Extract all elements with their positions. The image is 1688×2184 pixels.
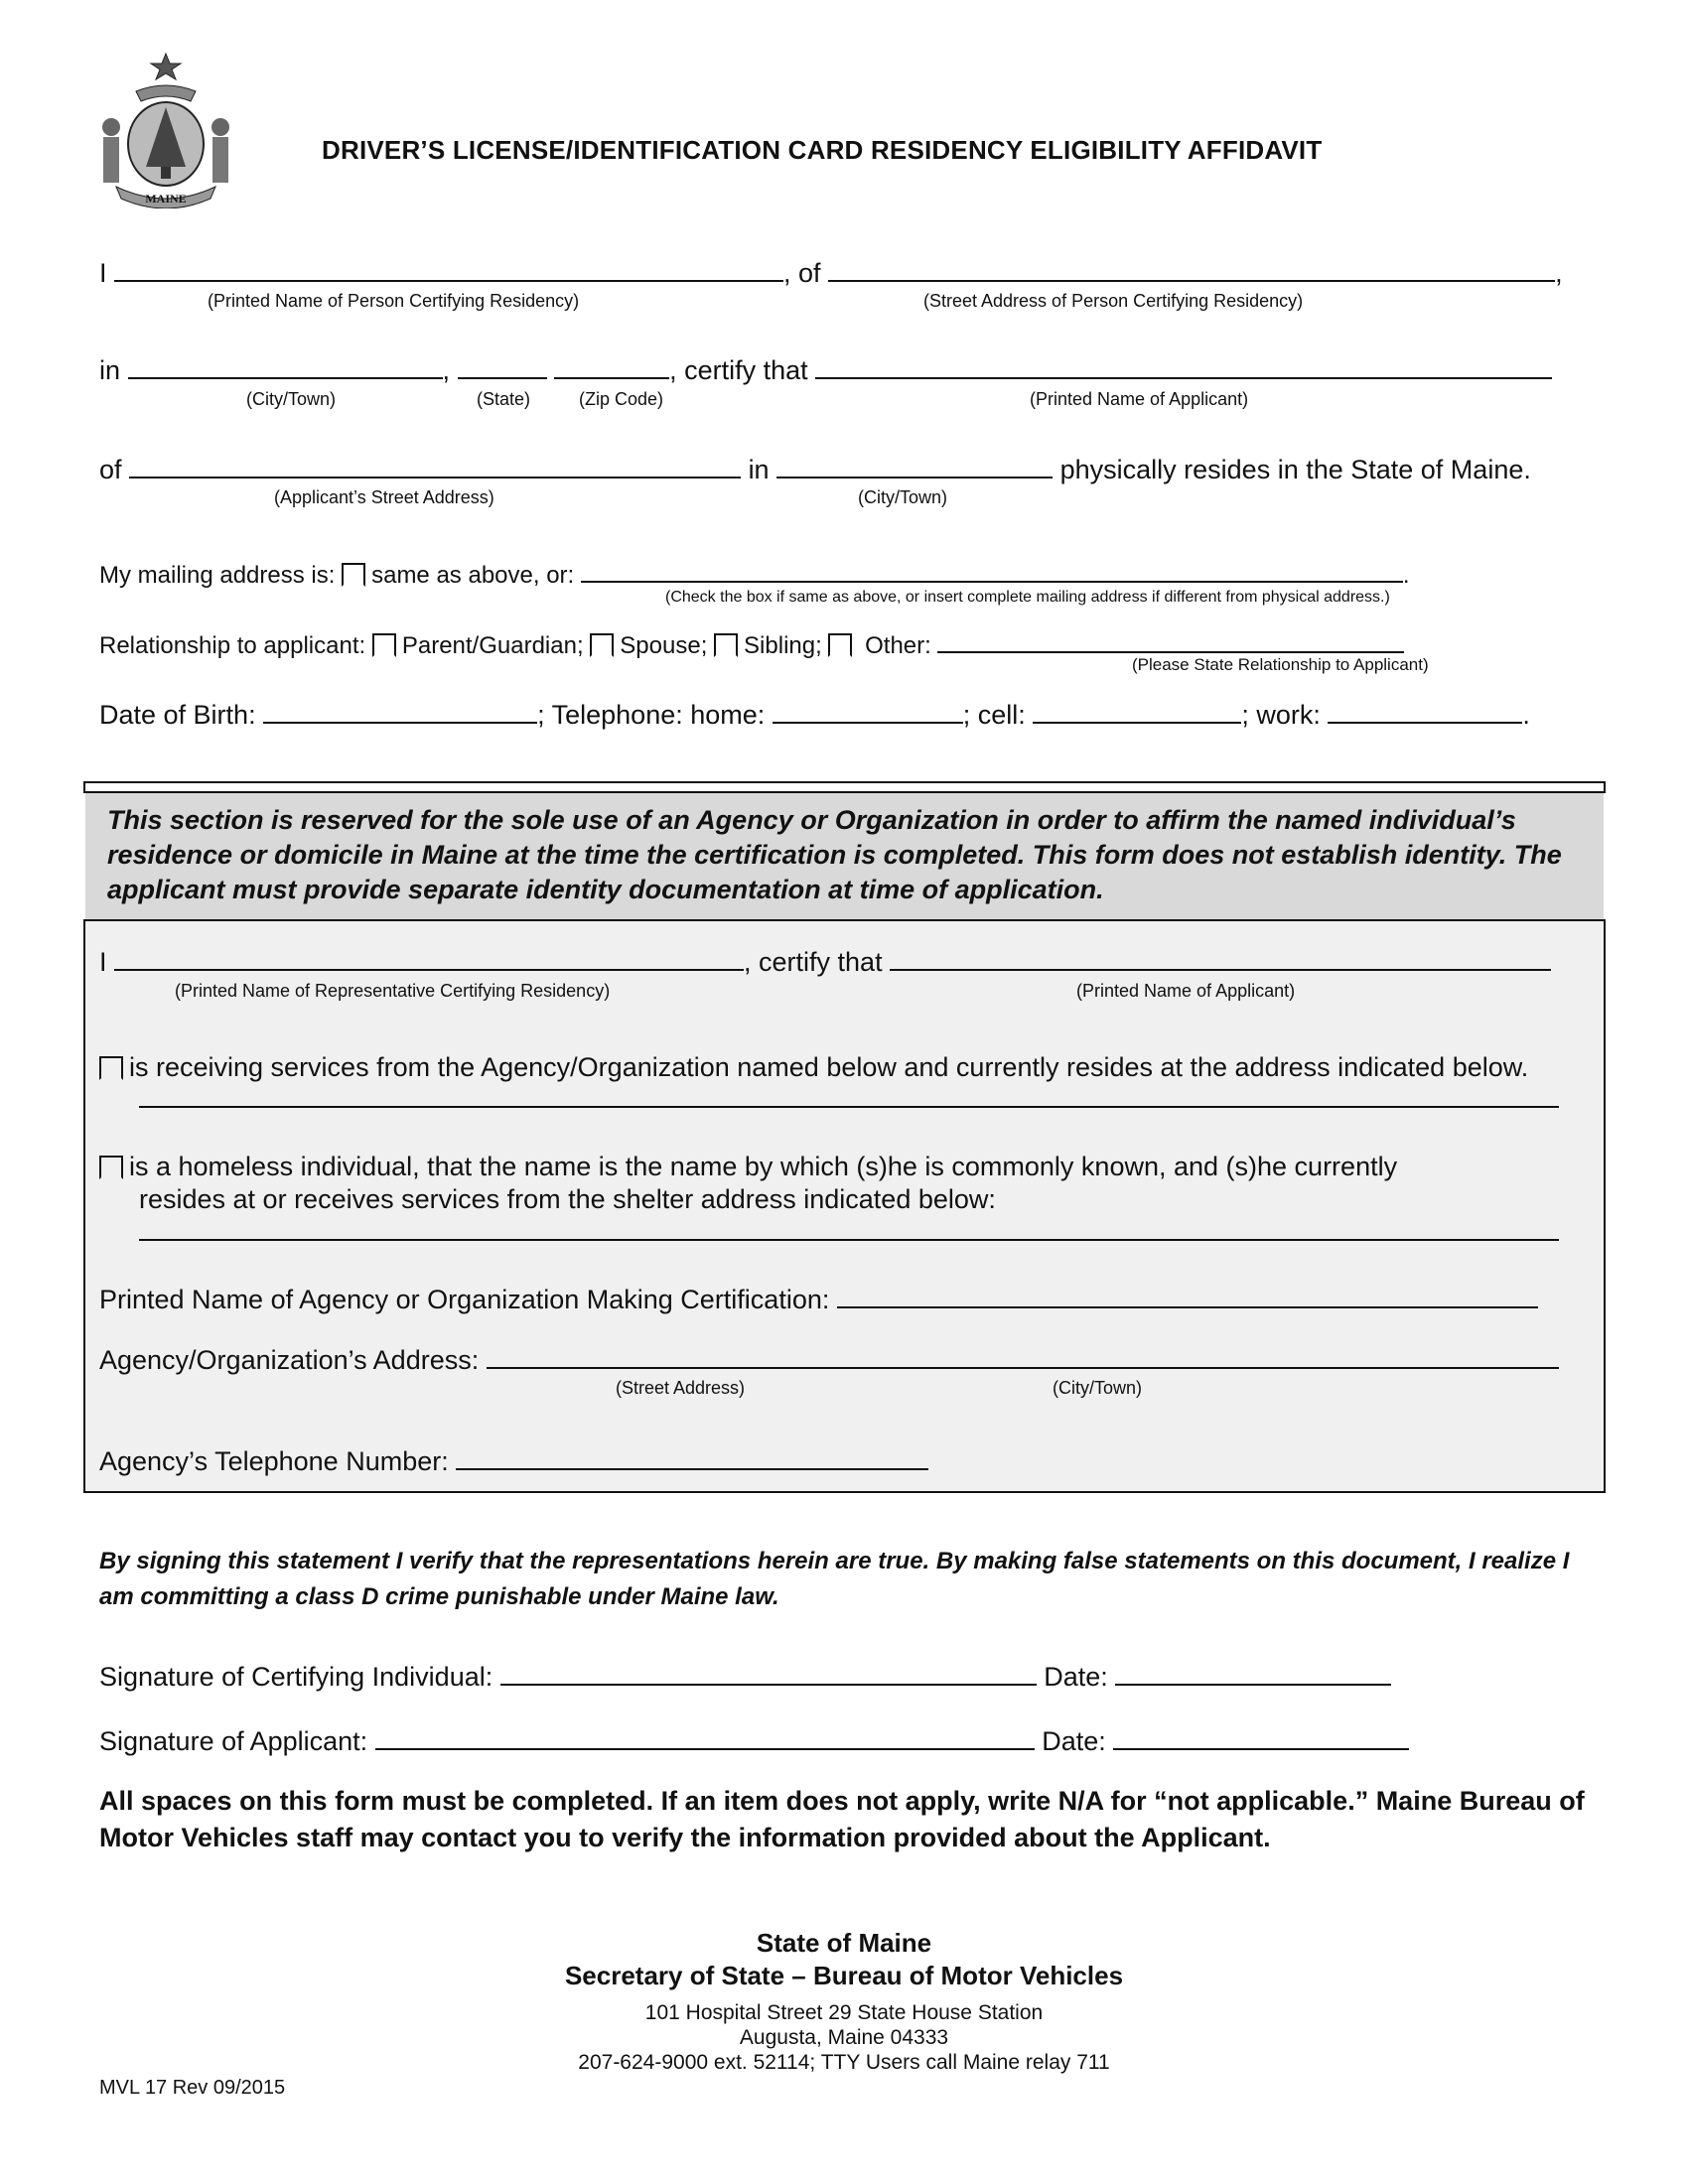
- option-receiving-services: is receiving services from the Agency/Organization named below and currently resides at the address indicated below.: [99, 1052, 1528, 1083]
- footer-address-2: Augusta, Maine 04333: [739, 2026, 949, 2049]
- caption-agency-street: (Street Address): [616, 1378, 746, 1398]
- caption-city: (City/Town): [246, 389, 337, 409]
- applicant-date-field[interactable]: [1113, 1724, 1409, 1750]
- representative-name-field[interactable]: [114, 945, 744, 971]
- caption-applicant-name: (Printed Name of Applicant): [1030, 389, 1249, 409]
- applicant-city-field[interactable]: [776, 453, 1053, 478]
- contact-line: Date of Birth: ; Telephone: home: ; cell: ; work: .: [99, 700, 1530, 730]
- applicant-address-line: of in physically resides in the State of Maine.: [99, 455, 1531, 484]
- caption-state: (State): [477, 389, 531, 409]
- service-address-field[interactable]: [139, 1106, 1559, 1108]
- shelter-address-field[interactable]: [139, 1239, 1559, 1241]
- caption-certifier-street: (Street Address of Person Certifying Residency): [923, 291, 1304, 311]
- caption-certifier-name: (Printed Name of Person Certifying Residency): [208, 291, 580, 311]
- receiving-services-checkbox[interactable]: [99, 1056, 123, 1080]
- certifier-date-field[interactable]: [1115, 1660, 1391, 1686]
- spouse-checkbox[interactable]: [590, 633, 614, 657]
- agency-name-field[interactable]: [837, 1283, 1538, 1308]
- agency-section: [83, 919, 1606, 1493]
- relationship-line: Relationship to applicant: Parent/Guardian; Spouse; Sibling; Other:: [99, 631, 1589, 660]
- certifier-signature-field[interactable]: [500, 1660, 1037, 1686]
- agency-address-line: Agency/Organization’s Address:: [99, 1343, 1559, 1376]
- false-statement-warning: By signing this statement I verify that the representations herein are true. By making false statements on this document, I realize I am committing a class D crime punishable under Maine law.: [99, 1548, 1570, 1610]
- agency-section-banner: This section is reserved for the sole use of an Agency or Organization in order to affirm the named individual’s residence or domicile in Maine at the time the certification is completed. This form does not establish identity. The applicant must provide separate identity documentation at time of application.: [85, 793, 1604, 919]
- agency-phone-field[interactable]: [456, 1444, 928, 1470]
- same-as-above-checkbox[interactable]: [342, 563, 365, 587]
- agency-section-top-border: [83, 781, 1606, 793]
- footer-department: Secretary of State – Bureau of Motor Vehicles: [564, 1961, 1124, 1990]
- mailing-line: My mailing address is: same as above, or: .: [99, 559, 1589, 590]
- applicant-signature-field[interactable]: [375, 1724, 1035, 1750]
- footer-address-1: 101 Hospital Street 29 State House Station: [644, 2001, 1044, 2024]
- caption-applicant-city: (City/Town): [858, 487, 948, 507]
- sibling-checkbox[interactable]: [714, 633, 738, 657]
- dob-field[interactable]: [263, 698, 537, 724]
- agency-address-field[interactable]: [487, 1343, 1559, 1369]
- work-phone-field[interactable]: [1328, 698, 1522, 724]
- agency-certify-line: I , certify that: [99, 945, 1551, 978]
- mailing-address-field[interactable]: [581, 559, 1403, 583]
- caption-agency-city: (City/Town): [1053, 1378, 1143, 1398]
- option-homeless: is a homeless individual, that the name is the name by which (s)he is commonly known, and (s)he currently: [99, 1152, 1397, 1182]
- other-checkbox[interactable]: [828, 633, 852, 657]
- homeless-checkbox[interactable]: [99, 1156, 123, 1179]
- agency-name-line: Printed Name of Agency or Organization Making Certification:: [99, 1283, 1538, 1315]
- cell-phone-field[interactable]: [1033, 698, 1241, 724]
- footer-phone: 207-624-9000 ext. 52114; TTY Users call Maine relay 711: [578, 2051, 1110, 2074]
- caption-representative: (Printed Name of Representative Certifying Residency): [175, 981, 611, 1001]
- form-id: MVL 17 Rev 09/2015: [99, 2077, 286, 2099]
- seal-label: MAINE: [145, 192, 187, 205]
- certifier-signature-line: Signature of Certifying Individual: Date:: [99, 1660, 1589, 1693]
- footer-state: State of Maine: [756, 1928, 932, 1958]
- caption-zip: (Zip Code): [579, 389, 664, 409]
- caption-applicant-street: (Applicant’s Street Address): [274, 487, 494, 507]
- caption-relationship: (Please State Relationship to Applicant): [1132, 655, 1429, 674]
- caption-agency-applicant: (Printed Name of Applicant): [1076, 981, 1296, 1001]
- certifier-city-line: in , , certify that: [99, 353, 1589, 386]
- home-phone-field[interactable]: [773, 698, 963, 724]
- option-homeless-continued: resides at or receives services from the shelter address indicated below:: [139, 1184, 996, 1214]
- completion-notice: All spaces on this form must be completed. If an item does not apply, write N/A for “not applicable.” Maine Bureau of Motor Vehicles staff may contact you to verify the information provided about the Applicant.: [99, 1786, 1585, 1852]
- caption-mailing: (Check the box if same as above, or insert complete mailing address if different from physical address.): [665, 589, 1390, 606]
- parent-guardian-checkbox[interactable]: [372, 633, 396, 657]
- certifier-zip-field[interactable]: [554, 353, 669, 379]
- applicant-name-field[interactable]: [815, 353, 1552, 379]
- certifier-line: I , of ,: [99, 258, 1563, 288]
- agency-phone-line: Agency’s Telephone Number:: [99, 1444, 928, 1477]
- agency-applicant-name-field[interactable]: [890, 945, 1551, 971]
- certifier-state-field[interactable]: [458, 353, 547, 379]
- other-relationship-field[interactable]: [937, 631, 1404, 653]
- certifier-street-field[interactable]: [828, 256, 1555, 282]
- applicant-street-field[interactable]: [129, 453, 741, 478]
- applicant-signature-line: Signature of Applicant: Date:: [99, 1724, 1589, 1757]
- form-title: DRIVER’S LICENSE/IDENTIFICATION CARD RESIDENCY ELIGIBILITY AFFIDAVIT: [322, 135, 1323, 165]
- maine-state-seal: [91, 50, 240, 208]
- certifier-city-field[interactable]: [128, 353, 443, 379]
- certifier-name-field[interactable]: [114, 256, 783, 282]
